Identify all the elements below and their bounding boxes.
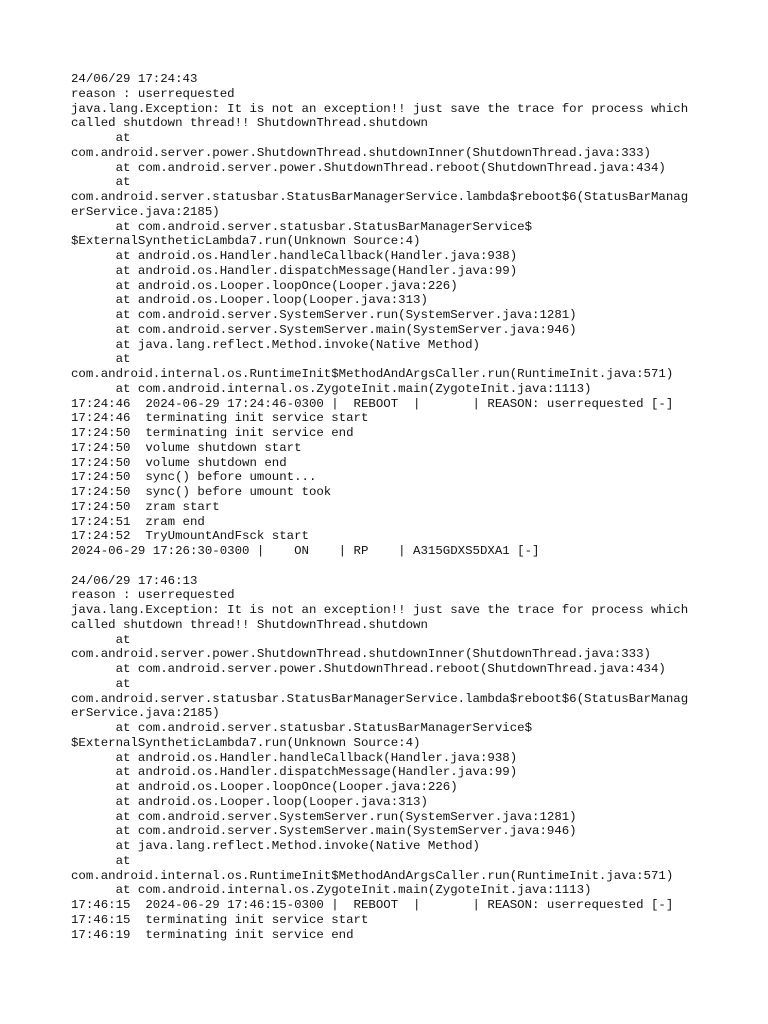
log-line: 24/06/29 17:24:43 — [71, 72, 198, 86]
log-line: 17:24:50 sync() before umount... — [71, 470, 317, 485]
log-line: at android.os.Handler.handleCallback(Handler.java:938) — [71, 750, 518, 765]
log-line: called shutdown thread!! ShutdownThread.shutdown — [71, 116, 428, 131]
log-line: 17:24:46 terminating init service start — [71, 411, 369, 426]
log-entry — [71, 574, 711, 943]
log-line: at com.android.server.power.ShutdownThread.reboot(ShutdownThread.java:434) — [71, 160, 666, 175]
log-document — [71, 72, 711, 942]
log-line: 2024-06-29 17:26:30-0300 | ON | RP | A315GDXS5DXA1 [-] — [71, 544, 540, 558]
log-line: at android.os.Looper.loop(Looper.java:313) — [71, 794, 428, 809]
log-line: 17:24:50 volume shutdown end — [71, 455, 287, 470]
log-line: 17:24:52 TryUmountAndFsck start — [71, 529, 309, 544]
log-line: com.android.server.power.ShutdownThread.shutdownInner(ShutdownThread.java:333) — [71, 647, 651, 662]
log-line: com.android.internal.os.RuntimeInit$MethodAndArgsCaller.run(RuntimeInit.java:571) — [71, 367, 674, 381]
log-line: 24/06/29 17:46:13 — [71, 573, 198, 588]
log-line: 17:24:50 volume shutdown start — [71, 440, 302, 455]
log-entry — [71, 72, 711, 559]
log-line: erService.java:2185) — [71, 706, 220, 721]
log-line: com.android.server.power.ShutdownThread.shutdownInner(ShutdownThread.java:333) — [71, 145, 651, 160]
log-line: com.android.internal.os.RuntimeInit$MethodAndArgsCaller.run(RuntimeInit.java:571) — [71, 868, 674, 883]
log-line: at — [71, 175, 131, 190]
log-line: at com.android.server.SystemServer.main(SystemServer.java:946) — [71, 322, 577, 337]
log-line: at com.android.server.SystemServer.main(SystemServer.java:946) — [71, 824, 577, 839]
log-line: at java.lang.reflect.Method.invoke(Native Method) — [71, 337, 480, 352]
log-line: com.android.server.statusbar.StatusBarManagerService.lambda$reboot$6(StatusBarManag — [71, 691, 689, 706]
log-line: at — [71, 352, 131, 367]
log-line: at com.android.internal.os.ZygoteInit.main(ZygoteInit.java:1113) — [71, 883, 592, 898]
log-line: 17:24:50 terminating init service end — [71, 426, 354, 440]
log-line: at android.os.Looper.loopOnce(Looper.java:226) — [71, 278, 458, 293]
log-line: java.lang.Exception: It is not an exception!! just save the trace for process which — [71, 603, 689, 617]
log-line: $ExternalSyntheticLambda7.run(Unknown Source:4) — [71, 735, 421, 750]
log-line: at — [71, 131, 131, 145]
log-line: 17:46:19 terminating init service end — [71, 927, 354, 942]
block-separator — [71, 559, 711, 574]
log-line: 17:46:15 2024-06-29 17:46:15-0300 | REBOOT | | REASON: userrequested [-] — [71, 898, 674, 912]
log-line: at com.android.server.SystemServer.run(SystemServer.java:1281) — [71, 809, 577, 824]
log-line: erService.java:2185) — [71, 204, 220, 219]
log-line: called shutdown thread!! ShutdownThread.shutdown — [71, 617, 428, 632]
log-line: java.lang.Exception: It is not an exception!! just save the trace for process which — [71, 101, 689, 116]
log-line: at android.os.Handler.dispatchMessage(Handler.java:99) — [71, 263, 518, 278]
log-line: $ExternalSyntheticLambda7.run(Unknown Source:4) — [71, 234, 421, 249]
log-line: at android.os.Looper.loopOnce(Looper.java:226) — [71, 780, 458, 794]
log-line: at — [71, 632, 131, 647]
log-line: at — [71, 853, 131, 868]
log-line: at android.os.Looper.loop(Looper.java:313) — [71, 293, 428, 308]
log-line: at com.android.server.statusbar.StatusBarManagerService$ — [71, 721, 533, 735]
log-line: 17:24:46 2024-06-29 17:24:46-0300 | REBOOT | | REASON: userrequested [-] — [71, 396, 674, 411]
log-line: at com.android.server.power.ShutdownThread.reboot(ShutdownThread.java:434) — [71, 662, 666, 676]
log-line: at — [71, 676, 131, 691]
log-line: at com.android.server.SystemServer.run(SystemServer.java:1281) — [71, 308, 577, 322]
log-line: at com.android.server.statusbar.StatusBarManagerService$ — [71, 219, 533, 234]
log-line: at android.os.Handler.handleCallback(Handler.java:938) — [71, 249, 518, 263]
log-line: 17:46:15 terminating init service start — [71, 912, 369, 927]
log-line: reason : userrequested — [71, 588, 235, 603]
log-line: 17:24:50 zram start — [71, 499, 220, 514]
log-line: reason : userrequested — [71, 86, 235, 101]
log-line: 17:24:51 zram end — [71, 514, 205, 529]
log-line: at com.android.internal.os.ZygoteInit.main(ZygoteInit.java:1113) — [71, 381, 592, 396]
log-line: com.android.server.statusbar.StatusBarManagerService.lambda$reboot$6(StatusBarManag — [71, 190, 689, 204]
log-line: 17:24:50 sync() before umount took — [71, 485, 332, 499]
log-line: at android.os.Handler.dispatchMessage(Handler.java:99) — [71, 765, 518, 780]
log-line: at java.lang.reflect.Method.invoke(Native Method) — [71, 839, 480, 853]
